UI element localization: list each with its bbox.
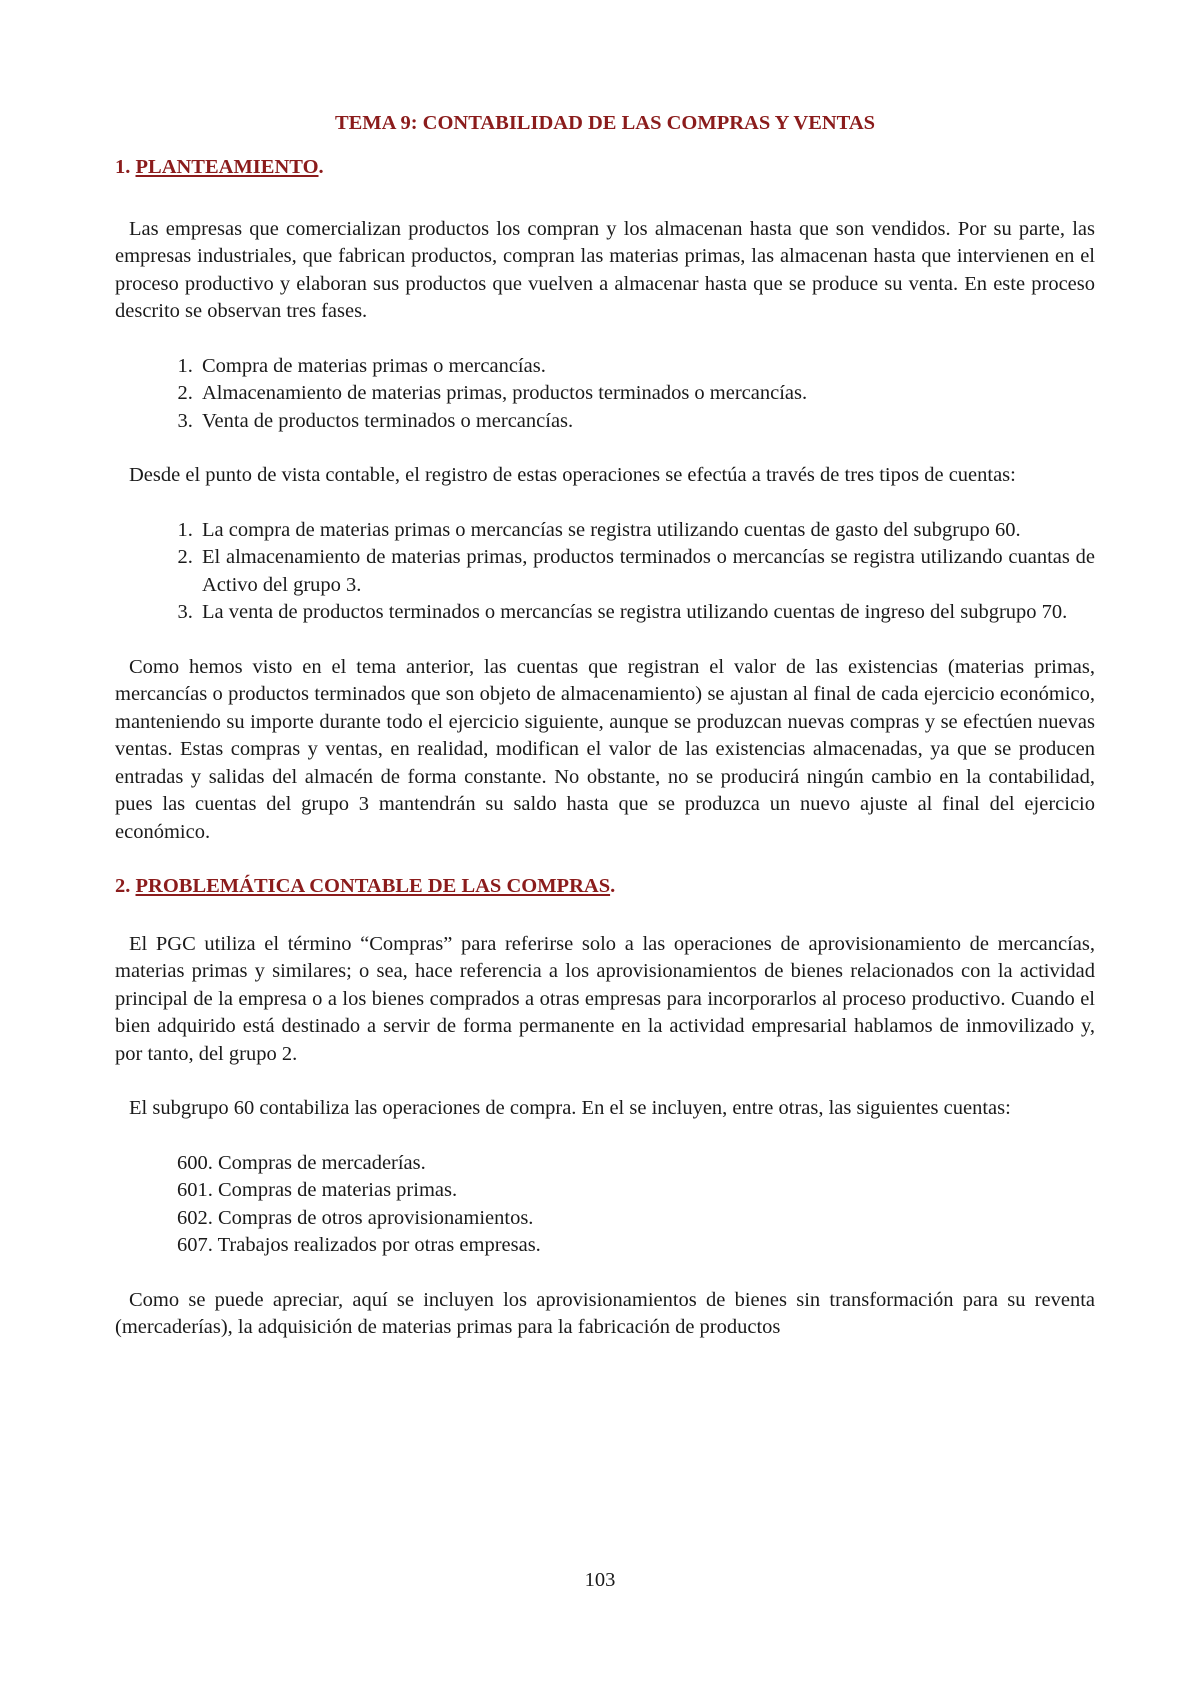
section-number: 2. [115, 875, 131, 897]
paragraph-account-types-intro: Desde el punto de vista contable, el registro de estas operaciones se efectúa a través de tres tipos de cuentas: [129, 464, 1016, 486]
account-types-list [115, 517, 1095, 627]
section-number: 1. [115, 156, 131, 178]
account-item: 600. Compras de mercaderías. [177, 1151, 426, 1174]
phases-list [115, 353, 1095, 436]
paragraph-pgc: El PGC utiliza el término “Compras” para referirse solo a las operaciones de aprovisionamiento de mercancías, materias primas y similares; o sea, hace referencia a los aprovisionamientos de bienes relacionados con la actividad principal de la empresa o a los bienes comprados a otras empresas para incorporarlos al proceso productivo. Cuando el bien adquirido está destinado a servir de forma permanente en la actividad empresarial hablamos de inmovilizado y, por tanto, del grupo 2. [115, 932, 1095, 1065]
account-item: 601. Compras de materias primas. [177, 1179, 458, 1201]
paragraph-existencias: Como hemos visto en el tema anterior, las cuentas que registran el valor de las existencias (materias primas, mercancías o productos terminados que son objeto de almacenamiento) se ajustan al final de cada ejercicio económico, manteniendo su importe durante todo el ejercicio siguiente, aunque se produzcan nuevas compras y se efectúen nuevas ventas. Estas compras y ventas, en realidad, modifican el valor de las existencias almacenadas, ya que se producen entradas y salidas del almacén de forma constante. No obstante, no se producirá ningún cambio en la contabilidad, pues las cuentas del grupo 3 mantendrán su saldo hasta que se produzca un nuevo ajuste al final del ejercicio económico. [115, 655, 1095, 843]
list-item: 3. La venta de productos terminados o mercancías se registra utilizando cuentas de ingreso del subgrupo 70. [198, 599, 1095, 627]
section-heading-text: PLANTEAMIENTO [135, 156, 319, 178]
list-item: 2. Almacenamiento de materias primas, productos terminados o mercancías. [198, 380, 1095, 408]
page-number: 103 [584, 1569, 616, 1591]
document-title: TEMA 9: CONTABILIDAD DE LAS COMPRAS Y VENTAS [334, 112, 876, 134]
list-item: 3. Venta de productos terminados o mercancías. [198, 408, 1095, 436]
section-heading-period: . [610, 875, 616, 897]
accounts-list [115, 1150, 1095, 1260]
page-content [115, 110, 1095, 1369]
paragraph-intro: Las empresas que comercializan productos los compran y los almacenan hasta que son vendidos. Por su parte, las empresas industriales, que fabrican productos, compran las materias primas, las almacenan hasta que intervienen en el proceso productivo y elaboran sus productos que vuelven a almacenar hasta que se produce su venta. En este proceso descrito se observan tres fases. [115, 217, 1095, 322]
list-item: 1. Compra de materias primas o mercancías. [198, 353, 1095, 381]
account-item: 602. Compras de otros aprovisionamientos. [177, 1206, 534, 1229]
account-item: 607. Trabajos realizados por otras empresas. [177, 1234, 541, 1256]
list-item: 2. El almacenamiento de materias primas, productos terminados o mercancías se registra utilizando cuantas de Activo del grupo 3. [198, 544, 1095, 599]
paragraph-subgrupo-60: El subgrupo 60 contabiliza las operaciones de compra. En el se incluyen, entre otras, las siguientes cuentas: [129, 1097, 1011, 1119]
list-item: 1. La compra de materias primas o mercancías se registra utilizando cuentas de gasto del subgrupo 60. [198, 517, 1095, 545]
paragraph-aprovisionamientos: Como se puede apreciar, aquí se incluyen los aprovisionamientos de bienes sin transformación para su reventa (mercaderías), la adquisición de materias primas para la fabricación de productos [115, 1288, 1095, 1338]
section-heading-text: PROBLEMÁTICA CONTABLE DE LAS COMPRAS [135, 875, 611, 897]
section-heading-problematica [115, 873, 1095, 901]
section-heading-period: . [318, 156, 324, 178]
section-heading-planteamiento [115, 154, 1095, 182]
